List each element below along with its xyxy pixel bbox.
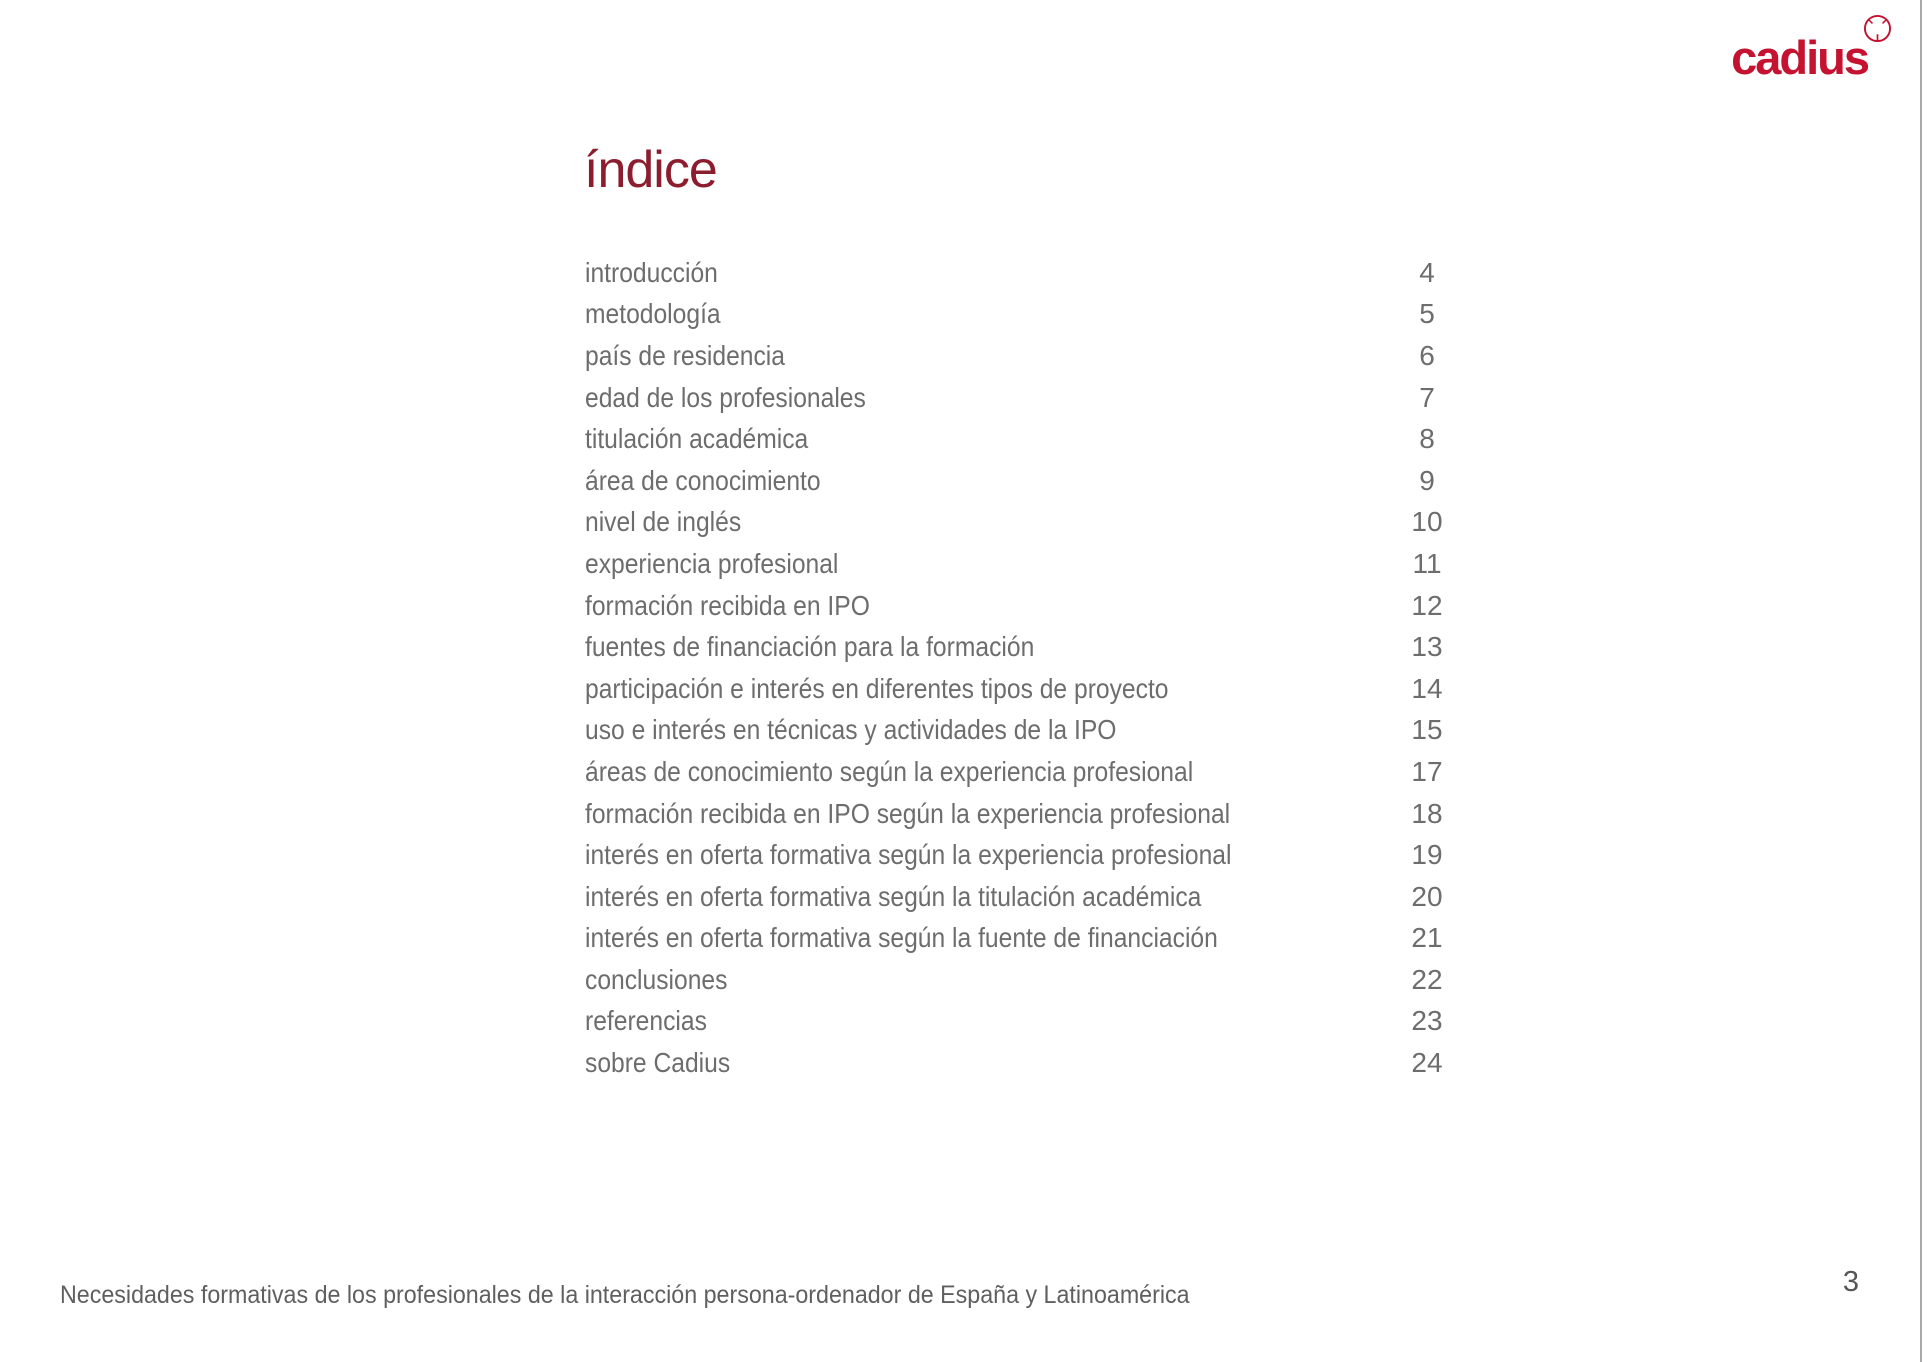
toc-item-label: formación recibida en IPO (585, 589, 870, 621)
toc-row (585, 543, 1463, 585)
toc-row (585, 959, 1463, 1001)
toc-item-page-number: 21 (1411, 922, 1443, 954)
toc-item-label: interés en oferta formativa según la fuente de financiación (585, 922, 1218, 954)
toc-row (585, 918, 1463, 960)
toc-row (585, 502, 1463, 544)
toc-item-page-number: 4 (1419, 256, 1435, 288)
toc-row (585, 710, 1463, 752)
toc-row (585, 751, 1463, 793)
toc-row (585, 1001, 1463, 1043)
cadius-logo-text: cadius (1731, 31, 1868, 84)
footer-report-title: Necesidades formativas de los profesionales de la interacción persona-ordenador de España y Latinoamérica (60, 1281, 1190, 1309)
toc-item-label: uso e interés en técnicas y actividades de la IPO (585, 714, 1117, 746)
toc-item-page-number: 8 (1419, 423, 1435, 455)
toc-row (585, 252, 1463, 294)
toc-item-page-number: 7 (1419, 381, 1435, 413)
toc-item-label: área de conocimiento (585, 464, 821, 496)
toc-item-label: interés en oferta formativa según la titulación académica (585, 880, 1202, 912)
toc-row (585, 377, 1463, 419)
toc-item-page-number: 6 (1419, 339, 1435, 371)
toc-item-page-number: 13 (1411, 631, 1443, 663)
toc-item-page-number: 5 (1419, 298, 1435, 330)
toc-item-label: fuentes de financiación para la formación (585, 631, 1035, 663)
toc-row (585, 1042, 1463, 1084)
toc-item-label: país de residencia (585, 339, 785, 371)
toc-item-label: áreas de conocimiento según la experiencia profesional (585, 755, 1194, 787)
toc-row (585, 460, 1463, 502)
toc-item-label: referencias (585, 1005, 707, 1037)
toc-item-page-number: 15 (1411, 714, 1443, 746)
toc-item-label: edad de los profesionales (585, 381, 866, 413)
page-number: 3 (1842, 1266, 1860, 1298)
toc-list (585, 252, 1463, 1084)
toc-item-label: sobre Cadius (585, 1047, 731, 1079)
toc-item-page-number: 22 (1411, 963, 1443, 995)
toc-item-page-number: 24 (1411, 1047, 1443, 1079)
page-title: índice (584, 141, 717, 199)
toc-row (585, 793, 1463, 835)
toc-item-page-number: 14 (1411, 672, 1443, 704)
toc-row (585, 668, 1463, 710)
toc-row (585, 626, 1463, 668)
toc-item-page-number: 11 (1412, 547, 1442, 579)
toc-item-label: introducción (585, 256, 718, 288)
toc-row (585, 876, 1463, 918)
toc-row (585, 834, 1463, 876)
toc-row (585, 418, 1463, 460)
toc-row (585, 585, 1463, 627)
toc-item-page-number: 19 (1411, 839, 1443, 871)
cadius-circle-mark-icon (1863, 14, 1892, 43)
toc-item-page-number: 17 (1411, 755, 1443, 787)
toc-item-label: interés en oferta formativa según la experiencia profesional (585, 839, 1232, 871)
page-right-edge (1920, 0, 1922, 1362)
cadius-logo (1731, 31, 1868, 84)
toc-item-page-number: 20 (1411, 880, 1443, 912)
toc-row (585, 294, 1463, 336)
toc-item-label: participación e interés en diferentes tipos de proyecto (585, 672, 1169, 704)
toc-item-page-number: 9 (1419, 464, 1435, 496)
toc-item-page-number: 18 (1411, 797, 1443, 829)
toc-item-label: titulación académica (585, 423, 809, 455)
toc-item-label: metodología (585, 298, 721, 330)
toc-item-label: experiencia profesional (585, 547, 839, 579)
toc-item-label: nivel de inglés (585, 506, 742, 538)
toc-item-page-number: 12 (1411, 589, 1443, 621)
toc-item-page-number: 23 (1411, 1005, 1443, 1037)
toc-item-label: conclusiones (585, 963, 728, 995)
toc-row (585, 335, 1463, 377)
toc-item-page-number: 10 (1411, 506, 1443, 538)
toc-item-label: formación recibida en IPO según la experiencia profesional (585, 797, 1231, 829)
